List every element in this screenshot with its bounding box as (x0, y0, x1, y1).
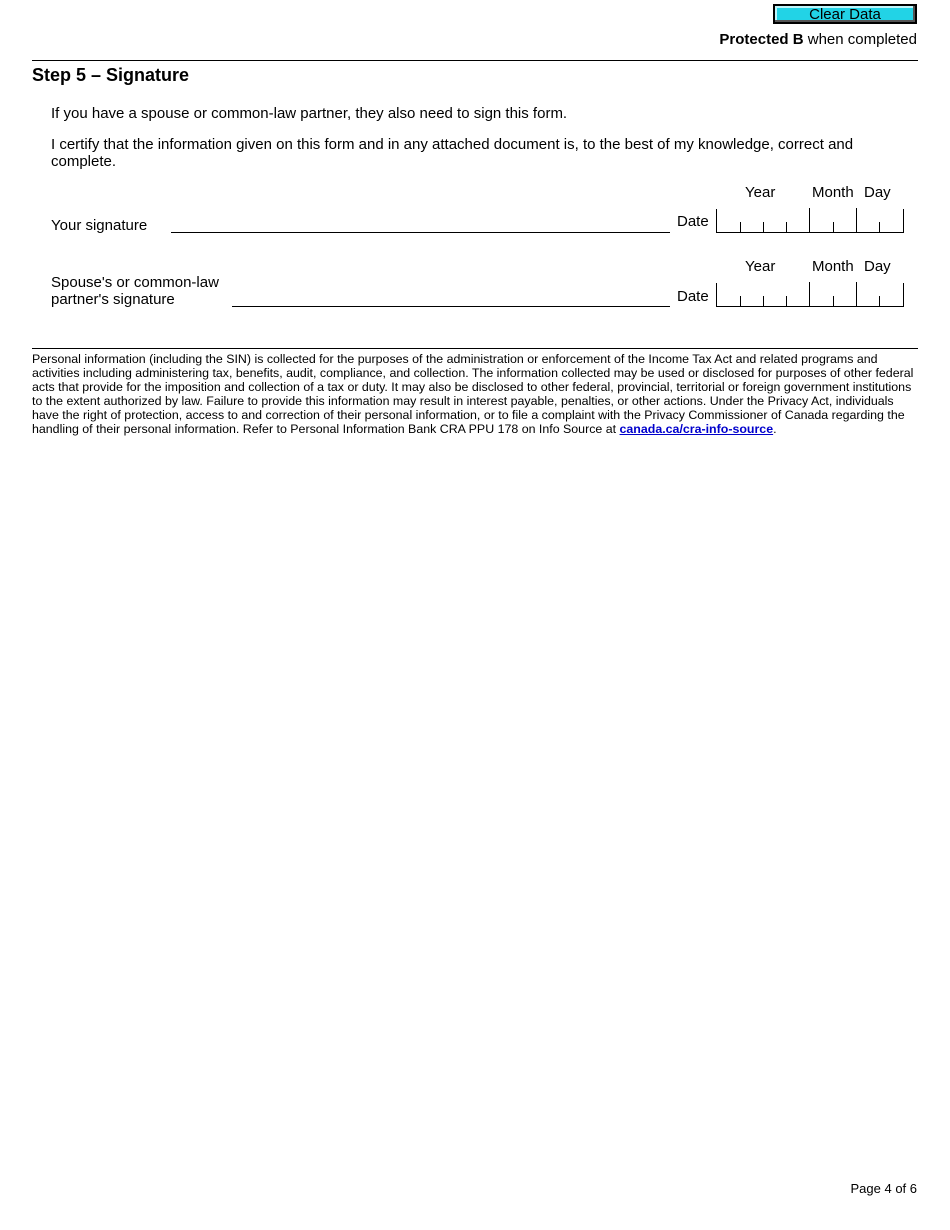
year-label: Year (745, 258, 776, 275)
spouse-signature-date-field[interactable] (716, 283, 904, 307)
month-label: Month (812, 184, 854, 201)
month-label: Month (812, 258, 854, 275)
privacy-text: Personal information (including the SIN) is collected for the purposes of the administration or enforcement of the Income Tax Act and related programs and activities including administering tax, benefits, audit, compliance, and collection. The information collected may be used or disclosed for purposes of other federal acts that provide for the imposition and collection of a tax or duty. It may also be disclosed to other federal, provincial, territorial or foreign government institutions to the extent authorized by law. Failure to provide this information may result in interest payable, penalties, or other actions. Under the Privacy Act, individuals have the right of protection, access to and correction of their personal information, or to file a complaint with the Privacy Commissioner of Canada regarding the handling of their personal information. Refer to Personal Information Bank CRA PPU 178 on Info Source at (32, 352, 914, 436)
your-signature-label: Your signature (51, 217, 148, 234)
date-digit-divider (786, 222, 787, 232)
privacy-notice (32, 352, 920, 436)
spouse-note: If you have a spouse or common-law partner, they also need to sign this form. (51, 105, 568, 122)
date-digit-divider (833, 222, 834, 232)
date-digit-divider (786, 296, 787, 306)
privacy-end: . (773, 422, 777, 436)
date-digit-divider (740, 296, 741, 306)
info-source-link[interactable]: canada.ca/cra-info-source (619, 422, 774, 436)
date-digit-divider (740, 222, 741, 232)
year-label: Year (745, 184, 776, 201)
spouse-signature-label: Spouse's or common-law partner's signature (51, 274, 219, 308)
date-part-divider (809, 282, 810, 306)
spouse-signature-line[interactable] (232, 306, 670, 307)
your-signature-line[interactable] (171, 232, 670, 233)
date-digit-divider (833, 296, 834, 306)
date-label: Date (677, 213, 709, 230)
date-digit-divider (763, 296, 764, 306)
step-title: Step 5 – Signature (32, 65, 190, 85)
protected-b-suffix: when completed (803, 31, 917, 48)
privacy-divider (32, 348, 918, 349)
protected-b-notice (719, 31, 917, 48)
date-part-divider (856, 208, 857, 232)
certification-statement: I certify that the information given on this form and in any attached document is, to the best of my knowledge, correct and complete. (51, 136, 854, 170)
top-divider (32, 60, 918, 61)
date-digit-divider (879, 296, 880, 306)
day-label: Day (864, 184, 891, 201)
page-number: Page 4 of 6 (850, 1181, 917, 1196)
date-part-divider (856, 282, 857, 306)
clear-data-button[interactable]: Clear Data (773, 4, 917, 24)
date-digit-divider (763, 222, 764, 232)
date-digit-divider (879, 222, 880, 232)
your-signature-date-field[interactable] (716, 209, 904, 233)
day-label: Day (864, 258, 891, 275)
date-part-divider (809, 208, 810, 232)
protected-b-label: Protected B (719, 31, 804, 48)
date-label: Date (677, 288, 709, 305)
